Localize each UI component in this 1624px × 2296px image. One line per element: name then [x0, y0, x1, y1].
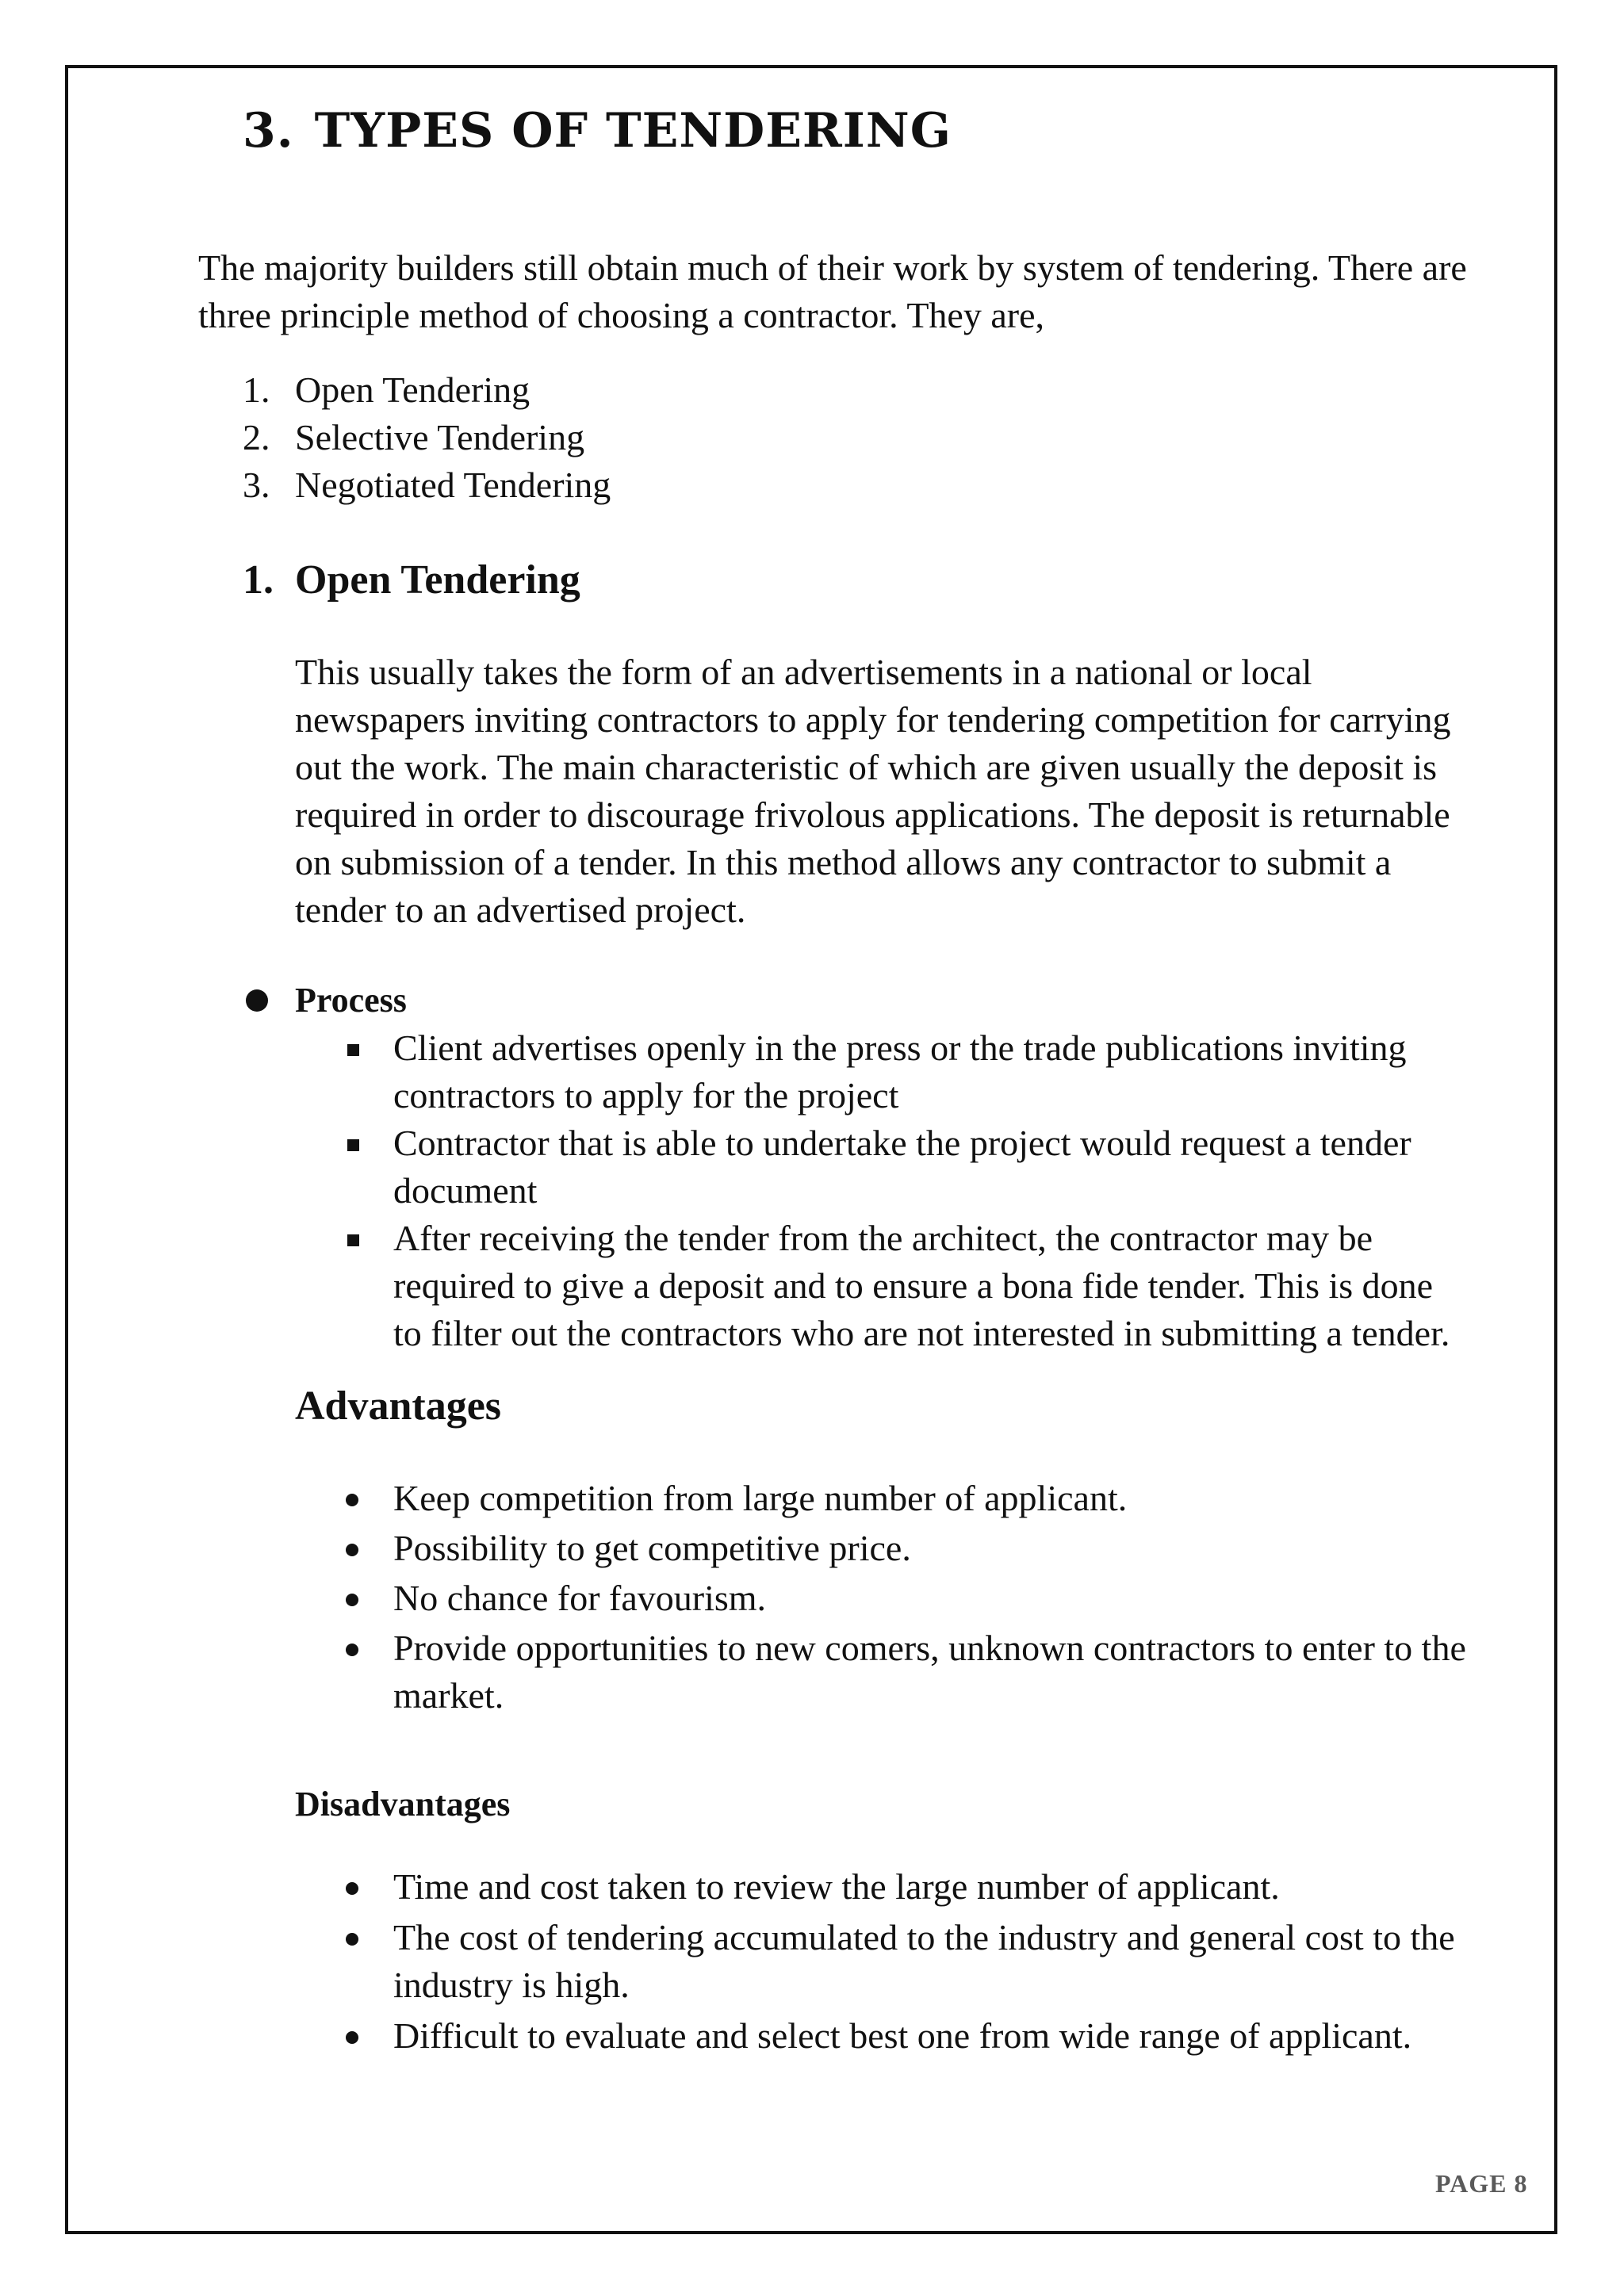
page-number: PAGE 8	[1435, 2169, 1528, 2198]
advantage-item: Keep competition from large number of applicant.	[393, 1478, 1128, 1518]
intro-line: The majority builders still obtain much of their work by system of tendering. There are	[198, 247, 1467, 288]
paragraph-line: on submission of a tender. In this method allows any contractor to submit a	[295, 842, 1392, 882]
bullet-icon	[246, 989, 268, 1012]
disadvantages-heading: Disadvantages	[295, 1785, 511, 1823]
advantage-item: Possibility to get competitive price.	[393, 1528, 911, 1568]
bullet-icon	[346, 1933, 358, 1946]
bullet-icon	[346, 1644, 358, 1656]
disadvantage-item: Time and cost taken to review the large number of applicant.	[393, 1866, 1280, 1907]
paragraph-line: newspapers inviting contractors to apply for tendering competition for carrying	[295, 699, 1451, 740]
methods-list	[243, 366, 611, 509]
bullet-icon	[346, 1544, 358, 1556]
square-bullet-icon	[347, 1234, 359, 1246]
bullet-icon	[346, 1594, 358, 1606]
open-tendering-paragraph	[295, 649, 1451, 934]
process-item: Contractor that is able to undertake the project would request a tender document	[393, 1123, 1411, 1211]
methods-list-item: 2. Selective Tendering	[243, 417, 585, 457]
section-title: TYPES OF TENDERING	[314, 103, 952, 159]
disadvantage-item: The cost of tendering accumulated to the industry and general cost to the industry is high.	[393, 1917, 1455, 2005]
subsection-heading: 1. Open Tendering	[243, 557, 580, 603]
intro-line: three principle method of choosing a contractor. They are,	[198, 295, 1044, 335]
process-heading: Process	[295, 981, 407, 1020]
bullet-icon	[346, 1882, 358, 1895]
bullet-icon	[346, 1494, 358, 1506]
advantages-heading: Advantages	[295, 1383, 502, 1429]
methods-list-item: 1. Open Tendering	[243, 369, 530, 410]
advantage-item: Provide opportunities to new comers, unknown contractors to enter to the market.	[393, 1628, 1466, 1716]
page-title	[243, 103, 952, 159]
paragraph-line: out the work. The main characteristic of which are given usually the deposit is	[295, 747, 1438, 787]
process-item: Client advertises openly in the press or the trade publications inviting contractors to apply for the project	[393, 1027, 1407, 1115]
intro-paragraph	[198, 244, 1467, 339]
paragraph-line: tender to an advertised project.	[295, 890, 746, 930]
square-bullet-icon	[347, 1044, 359, 1056]
process-item: After receiving the tender from the architect, the contractor may be required to give a deposit and to ensure a bona fide tender. This is done to filter out the contractors who are not interested in submitting a tender.	[393, 1218, 1450, 1353]
square-bullet-icon	[347, 1139, 359, 1151]
bullet-icon	[346, 2031, 358, 2044]
disadvantage-item: Difficult to evaluate and select best one from wide range of applicant.	[393, 2015, 1412, 2056]
methods-list-item: 3. Negotiated Tendering	[243, 465, 611, 505]
paragraph-line: required in order to discourage frivolous applications. The deposit is returnable	[295, 794, 1450, 835]
advantage-item: No chance for favourism.	[393, 1578, 767, 1618]
paragraph-line: This usually takes the form of an advertisements in a national or local	[295, 652, 1312, 692]
section-number: 3.	[243, 103, 294, 159]
